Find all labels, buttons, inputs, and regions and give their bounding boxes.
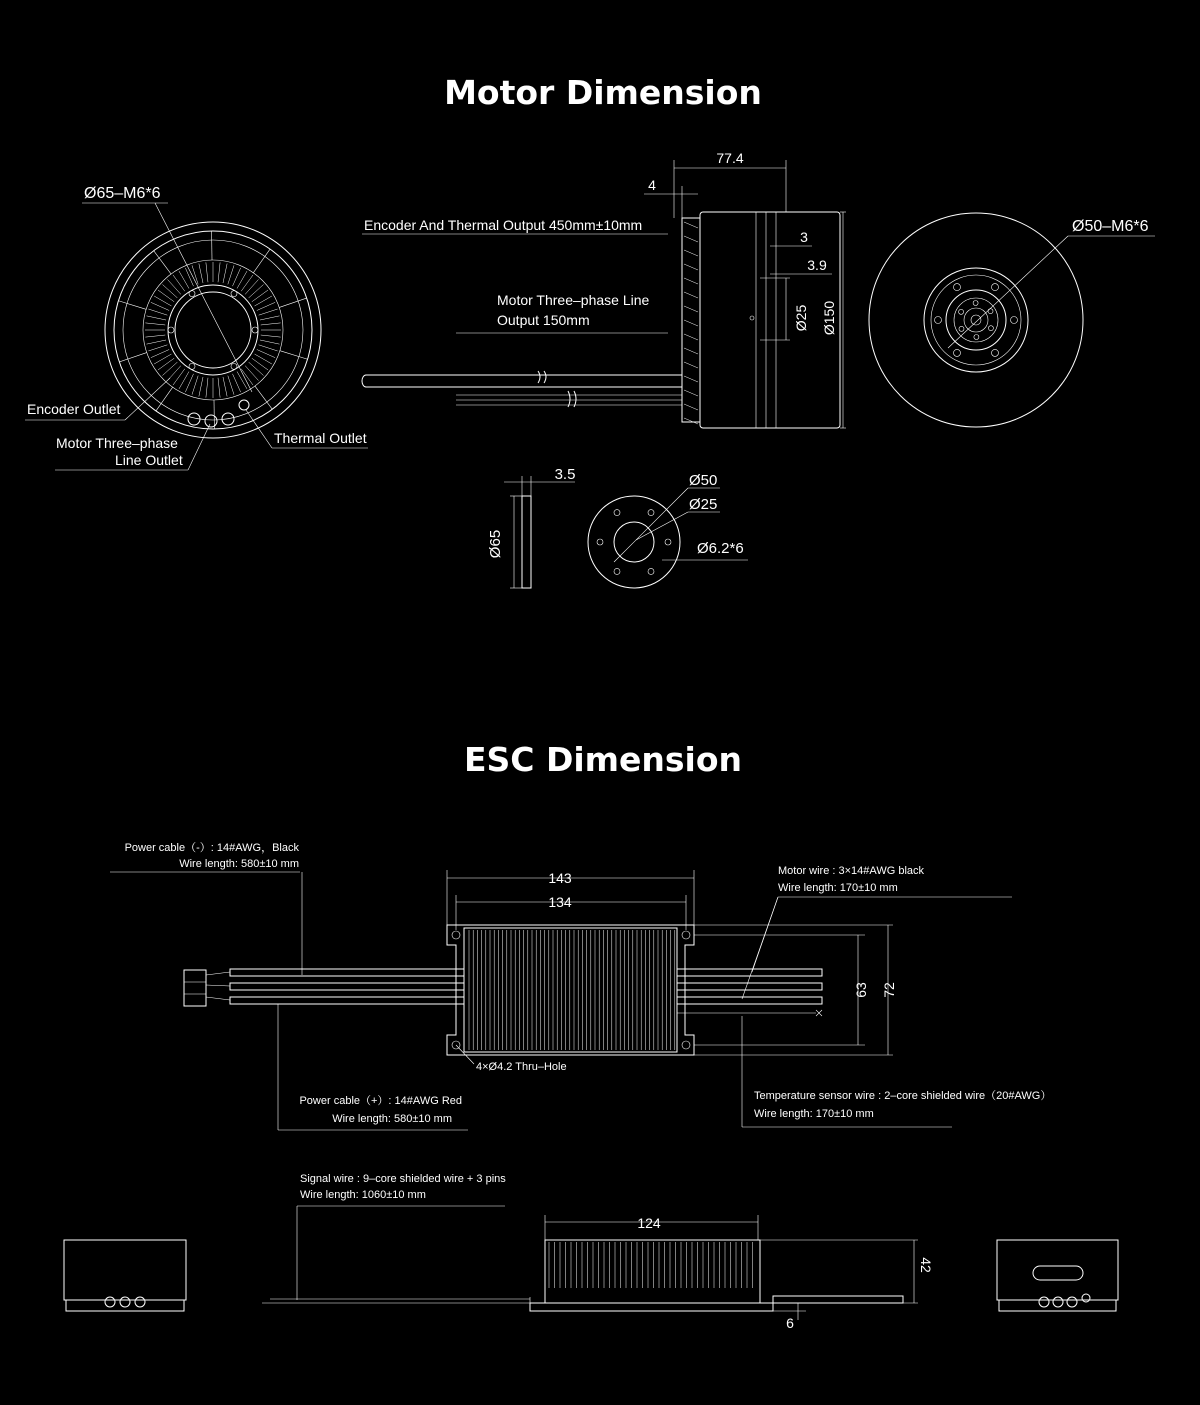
adapter-d25: Ø25 xyxy=(689,496,718,513)
dim-4: 4 xyxy=(648,177,656,193)
adapter-d50: Ø50 xyxy=(689,472,718,489)
length-dimension: 77.4 xyxy=(716,150,744,166)
esc-top-view xyxy=(110,841,1051,1130)
adapter-thickness: 3.5 xyxy=(554,466,576,483)
dim-72: 72 xyxy=(881,982,897,998)
esc-side-view xyxy=(262,1173,934,1331)
dim-3: 3 xyxy=(800,229,808,245)
esc-dimension-title: ESC Dimension xyxy=(463,740,743,779)
dim-6: 6 xyxy=(786,1315,794,1331)
three-phase-output-label-2: Output 150mm xyxy=(497,312,590,328)
motor-rear-view xyxy=(869,213,1155,427)
power-neg-label-1: Power cable（-）: 14#AWG，Black xyxy=(124,842,299,854)
thermal-outlet-label: Thermal Outlet xyxy=(274,430,367,446)
dim-3-9: 3.9 xyxy=(807,257,827,273)
motor-side-view xyxy=(362,150,846,428)
thru-hole-label: 4×Ø4.2 Thru–Hole xyxy=(476,1061,567,1073)
adapter-plate-view xyxy=(487,466,748,588)
dim-d25: Ø25 xyxy=(793,304,809,332)
esc-left-end-view xyxy=(64,1240,186,1311)
dim-134: 134 xyxy=(548,894,572,910)
adapter-holes-label: Ø6.2*6 xyxy=(697,540,744,557)
rear-mount-label: Ø50–M6*6 xyxy=(1072,218,1149,235)
motor-wire-label-1: Motor wire : 3×14#AWG black xyxy=(778,865,925,877)
three-phase-output-label-1: Motor Three–phase Line xyxy=(497,292,650,308)
power-pos-label-1: Power cable（+）: 14#AWG Red xyxy=(299,1095,462,1107)
esc-right-end-view xyxy=(997,1240,1118,1311)
adapter-d65: Ø65 xyxy=(487,529,504,559)
encoder-output-label: Encoder And Thermal Output 450mm±10mm xyxy=(364,217,643,233)
signal-wire-label-2: Wire length: 1060±10 mm xyxy=(300,1189,426,1201)
signal-wire-label-1: Signal wire : 9–core shielded wire + 3 pins xyxy=(300,1173,506,1185)
temp-wire-label-1: Temperature sensor wire : 2–core shielded wire（20#AWG） xyxy=(754,1090,1052,1102)
three-phase-outlet-label-2: Line Outlet xyxy=(115,452,183,468)
front-mount-label: Ø65–M6*6 xyxy=(84,185,161,202)
dim-63: 63 xyxy=(853,982,869,998)
dim-143: 143 xyxy=(548,870,572,886)
motor-front-view xyxy=(25,185,368,470)
temp-wire-label-2: Wire length: 170±10 mm xyxy=(754,1108,874,1120)
dim-42: 42 xyxy=(918,1257,934,1273)
motor-dimension-title: Motor Dimension xyxy=(444,73,762,112)
dim-124: 124 xyxy=(637,1215,661,1231)
power-pos-label-2: Wire length: 580±10 mm xyxy=(332,1113,452,1125)
three-phase-outlet-label-1: Motor Three–phase xyxy=(56,435,178,451)
encoder-outlet-label: Encoder Outlet xyxy=(27,401,121,417)
motor-wire-label-2: Wire length: 170±10 mm xyxy=(778,882,898,894)
dim-d150: Ø150 xyxy=(821,300,837,336)
power-neg-label-2: Wire length: 580±10 mm xyxy=(179,858,299,870)
